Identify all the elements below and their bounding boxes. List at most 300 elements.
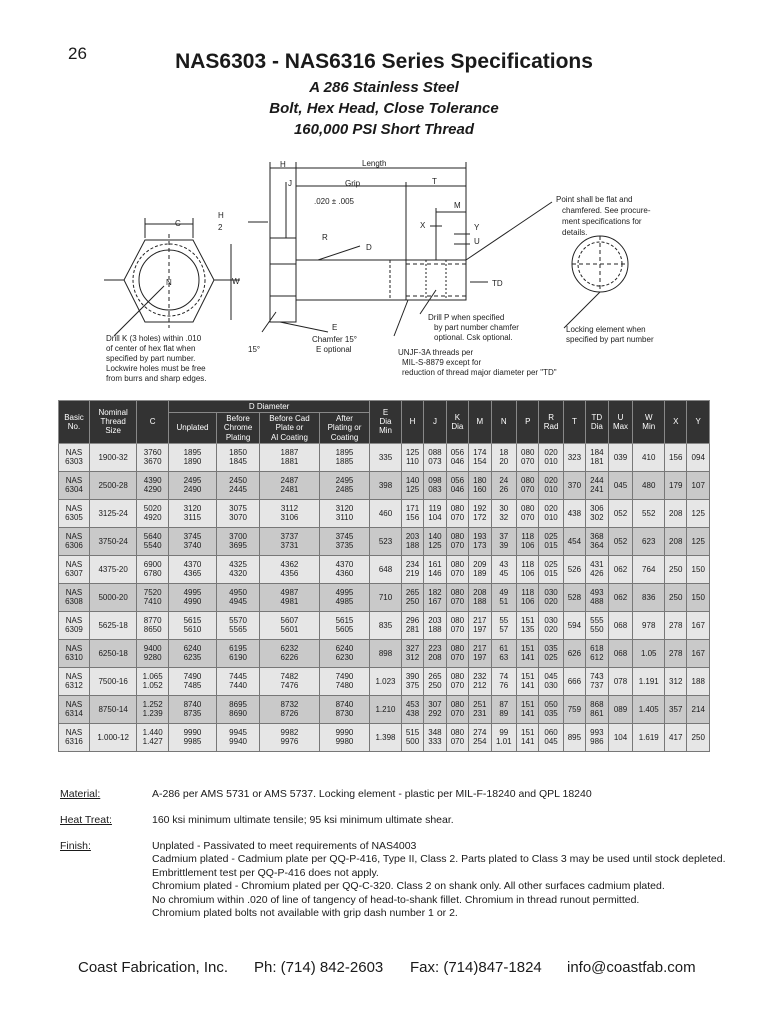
specifications-table bbox=[58, 400, 710, 752]
cell-value: 4987 bbox=[280, 588, 299, 598]
cell-value: 078 bbox=[613, 676, 628, 686]
cell-value: 4995 bbox=[335, 588, 354, 598]
table-cell bbox=[539, 527, 563, 555]
cell-value: NAS bbox=[65, 616, 83, 626]
table-cell bbox=[687, 667, 710, 695]
table-cell bbox=[370, 499, 402, 527]
cell-value: 9280 bbox=[143, 653, 162, 663]
cell-value: 174 bbox=[473, 448, 487, 458]
col-y: Y bbox=[687, 401, 710, 444]
table-cell bbox=[319, 499, 369, 527]
note-drillp-3: optional. Csk optional. bbox=[434, 333, 513, 342]
table-cell bbox=[517, 499, 539, 527]
table-cell bbox=[446, 723, 468, 751]
cell-value: 070 bbox=[450, 625, 465, 635]
finish-line: Chromium plated bolts not available with grip dash number 1 or 2. bbox=[152, 907, 458, 920]
cell-value: 4356 bbox=[280, 569, 299, 579]
subtitle-type: Bolt, Hex Head, Close Tolerance bbox=[269, 100, 499, 117]
cell-value: 737 bbox=[590, 681, 604, 691]
note-point-4: details. bbox=[562, 228, 588, 237]
cell-value: NAS bbox=[65, 476, 83, 486]
cell-value: 57 bbox=[499, 625, 509, 635]
cell-value: 5565 bbox=[229, 625, 247, 635]
cell-value: 4370 bbox=[335, 560, 354, 570]
table-cell bbox=[424, 555, 446, 583]
cell-value: NAS bbox=[65, 700, 83, 710]
cell-value: 080 bbox=[450, 616, 465, 626]
cell-value: 4990 bbox=[183, 597, 202, 607]
table-cell bbox=[89, 443, 136, 471]
cell-value: 87 bbox=[499, 700, 509, 710]
table-cell bbox=[491, 499, 516, 527]
cell-value: 9990 bbox=[335, 728, 354, 738]
table-cell bbox=[633, 443, 665, 471]
cell-value: 3695 bbox=[229, 541, 247, 551]
table-cell bbox=[517, 695, 539, 723]
table-cell bbox=[217, 527, 260, 555]
cell-value: 035 bbox=[544, 709, 558, 719]
cell-value: 39 bbox=[499, 541, 509, 551]
table-cell bbox=[89, 667, 136, 695]
table-cell bbox=[446, 471, 468, 499]
table-cell bbox=[665, 583, 687, 611]
table-cell bbox=[563, 499, 585, 527]
cell-value: 141 bbox=[521, 681, 535, 691]
table-cell bbox=[491, 639, 516, 667]
col-n: N bbox=[491, 401, 516, 444]
table-cell bbox=[89, 723, 136, 751]
table-cell bbox=[446, 695, 468, 723]
cell-value: 6307 bbox=[65, 569, 83, 579]
cell-value: 062 bbox=[613, 592, 628, 602]
cell-value: 156 bbox=[669, 452, 683, 462]
cell-value: 523 bbox=[378, 536, 393, 546]
cell-value: 3745 bbox=[183, 532, 202, 542]
table-cell bbox=[469, 499, 491, 527]
cell-value: 4390 bbox=[143, 476, 162, 486]
cell-value: 046 bbox=[450, 457, 465, 467]
table-cell bbox=[633, 639, 665, 667]
table-row bbox=[59, 667, 710, 695]
table-cell bbox=[319, 555, 369, 583]
cell-value: 5640 bbox=[143, 532, 162, 542]
table-cell bbox=[687, 443, 710, 471]
table-cell bbox=[608, 527, 633, 555]
cell-value: 1895 bbox=[335, 448, 354, 458]
cell-value: 2487 bbox=[280, 476, 299, 486]
table-cell bbox=[665, 499, 687, 527]
cell-value: 552 bbox=[642, 508, 656, 518]
cell-value: 550 bbox=[590, 625, 604, 635]
cell-value: 250 bbox=[691, 732, 705, 742]
cell-value: 5605 bbox=[335, 625, 354, 635]
dim-length: Length bbox=[362, 159, 387, 168]
cell-value: 1.052 bbox=[142, 681, 163, 691]
table-cell bbox=[446, 639, 468, 667]
cell-value: 208 bbox=[428, 653, 442, 663]
cell-value: 1.023 bbox=[375, 676, 396, 686]
cell-value: 154 bbox=[473, 457, 487, 467]
cell-value: 151 bbox=[521, 644, 535, 654]
cell-value: 453 bbox=[405, 700, 420, 710]
cell-value: 217 bbox=[473, 644, 487, 654]
table-cell bbox=[424, 527, 446, 555]
cell-value: 861 bbox=[590, 709, 604, 719]
cell-value: 2445 bbox=[229, 485, 247, 495]
cell-value: 2450 bbox=[229, 476, 247, 486]
table-cell bbox=[137, 471, 169, 499]
col-j: J bbox=[424, 401, 446, 444]
table-cell bbox=[491, 695, 516, 723]
table-cell bbox=[370, 471, 402, 499]
cell-value: 184 bbox=[590, 448, 604, 458]
cell-value: 4325 bbox=[229, 560, 247, 570]
dim-h2-bottom: 2 bbox=[218, 223, 223, 232]
cell-value: 070 bbox=[450, 737, 465, 747]
table-cell bbox=[401, 443, 423, 471]
cell-value: 3670 bbox=[143, 457, 162, 467]
cell-value: 068 bbox=[613, 620, 628, 630]
cell-value: 710 bbox=[378, 592, 393, 602]
cell-value: NAS bbox=[65, 504, 83, 514]
table-cell bbox=[59, 695, 90, 723]
cell-value: 1887 bbox=[280, 448, 299, 458]
finish-label: Finish: bbox=[60, 840, 91, 852]
table-cell bbox=[89, 611, 136, 639]
col-c: C bbox=[137, 401, 169, 444]
table-cell bbox=[586, 499, 608, 527]
note-unjf-1: UNJF-3A threads per bbox=[398, 348, 474, 357]
table-cell bbox=[633, 667, 665, 695]
cell-value: 080 bbox=[521, 504, 535, 514]
cell-value: 062 bbox=[613, 564, 628, 574]
table-cell bbox=[401, 499, 423, 527]
table-cell bbox=[370, 695, 402, 723]
table-cell bbox=[424, 499, 446, 527]
cell-value: 302 bbox=[590, 513, 604, 523]
table-cell bbox=[517, 667, 539, 695]
table-cell bbox=[217, 667, 260, 695]
table-cell bbox=[608, 639, 633, 667]
cell-value: 3120 bbox=[335, 504, 354, 514]
cell-value: 3112 bbox=[280, 504, 299, 514]
cell-value: 046 bbox=[450, 485, 465, 495]
cell-value: 125 bbox=[691, 536, 705, 546]
col-d-diameter: D Diameter bbox=[168, 401, 369, 413]
table-cell bbox=[168, 527, 216, 555]
company-name: Coast Fabrication, Inc. bbox=[78, 959, 229, 976]
table-cell bbox=[539, 723, 563, 751]
table-cell bbox=[89, 639, 136, 667]
cell-value: 070 bbox=[450, 709, 465, 719]
table-cell bbox=[687, 555, 710, 583]
table-row bbox=[59, 471, 710, 499]
table-cell bbox=[217, 471, 260, 499]
cell-value: 612 bbox=[590, 653, 604, 663]
cell-value: 6304 bbox=[65, 485, 83, 495]
cell-value: 5570 bbox=[229, 616, 247, 626]
cell-value: 052 bbox=[613, 508, 628, 518]
table-cell bbox=[633, 471, 665, 499]
cell-value: 197 bbox=[473, 625, 487, 635]
table-cell bbox=[633, 583, 665, 611]
cell-value: 203 bbox=[428, 616, 442, 626]
table-cell bbox=[401, 555, 423, 583]
cell-value: 292 bbox=[428, 709, 442, 719]
email-link[interactable]: info@coastfab.com bbox=[567, 959, 696, 976]
table-cell bbox=[217, 499, 260, 527]
cell-value: 9940 bbox=[229, 737, 247, 747]
cell-value: 160 bbox=[473, 485, 487, 495]
table-cell bbox=[89, 695, 136, 723]
table-cell bbox=[319, 611, 369, 639]
table-cell bbox=[539, 471, 563, 499]
col-e: E Dia Min bbox=[370, 401, 402, 444]
cell-value: 179 bbox=[669, 480, 683, 490]
table-cell bbox=[260, 583, 320, 611]
dim-x: X bbox=[420, 221, 426, 230]
cell-value: 43 bbox=[499, 560, 509, 570]
cell-value: 417 bbox=[669, 732, 683, 742]
cell-value: 3731 bbox=[280, 541, 299, 551]
cell-value: 025 bbox=[544, 653, 558, 663]
cell-value: 4360 bbox=[335, 569, 354, 579]
cell-value: 4290 bbox=[143, 485, 162, 495]
table-cell bbox=[137, 527, 169, 555]
table-cell bbox=[59, 555, 90, 583]
bolt-shank bbox=[296, 260, 466, 300]
cell-value: 180 bbox=[473, 476, 487, 486]
cell-value: 454 bbox=[567, 536, 582, 546]
cell-value: 835 bbox=[378, 620, 393, 630]
table-cell bbox=[469, 471, 491, 499]
table-cell bbox=[168, 555, 216, 583]
cell-value: 364 bbox=[590, 541, 604, 551]
cell-value: 6310 bbox=[65, 653, 83, 663]
cell-value: 6235 bbox=[183, 653, 202, 663]
table-cell bbox=[59, 723, 90, 751]
cell-value: 1.427 bbox=[142, 737, 163, 747]
cell-value: 368 bbox=[590, 532, 604, 542]
cell-value: 8650 bbox=[143, 625, 162, 635]
cell-value: 219 bbox=[405, 569, 420, 579]
cell-value: 6309 bbox=[65, 625, 83, 635]
cell-value: 110 bbox=[406, 457, 419, 467]
cell-value: 020 bbox=[544, 504, 558, 514]
table-cell bbox=[665, 611, 687, 639]
notes-section bbox=[60, 788, 740, 930]
col-h: H bbox=[401, 401, 423, 444]
note-unjf-2: MIL-S-8879 except for bbox=[402, 358, 482, 367]
cell-value: 151 bbox=[521, 700, 535, 710]
table-cell bbox=[491, 583, 516, 611]
table-cell bbox=[517, 527, 539, 555]
table-cell bbox=[687, 527, 710, 555]
cell-value: 9976 bbox=[280, 737, 299, 747]
table-cell bbox=[319, 667, 369, 695]
table-cell bbox=[539, 499, 563, 527]
table-cell bbox=[168, 611, 216, 639]
table-cell bbox=[563, 695, 585, 723]
cell-value: 594 bbox=[567, 620, 582, 630]
col-thread-size: Nominal Thread Size bbox=[89, 401, 136, 444]
table-cell bbox=[137, 695, 169, 723]
cell-value: 118 bbox=[521, 560, 535, 570]
cell-value: 8770 bbox=[143, 616, 162, 626]
cell-value: 8740 bbox=[183, 700, 202, 710]
table-cell bbox=[260, 611, 320, 639]
cell-value: 2495 bbox=[183, 476, 202, 486]
cell-value: 010 bbox=[544, 457, 558, 467]
cell-value: 410 bbox=[642, 452, 656, 462]
table-cell bbox=[586, 695, 608, 723]
cell-value: 5000-20 bbox=[98, 592, 128, 602]
cell-value: 74 bbox=[499, 672, 509, 682]
table-row bbox=[59, 723, 710, 751]
cell-value: 254 bbox=[473, 737, 487, 747]
cell-value: 5625-18 bbox=[98, 620, 128, 630]
cell-value: 526 bbox=[567, 564, 582, 574]
cell-value: 398 bbox=[378, 480, 393, 490]
table-cell bbox=[401, 583, 423, 611]
table-cell bbox=[539, 639, 563, 667]
cell-value: 7500-16 bbox=[98, 676, 128, 686]
table-cell bbox=[633, 499, 665, 527]
cell-value: 015 bbox=[544, 569, 558, 579]
cell-value: 161 bbox=[428, 560, 442, 570]
table-cell bbox=[401, 471, 423, 499]
cell-value: 438 bbox=[567, 508, 582, 518]
table-cell bbox=[608, 695, 633, 723]
dim-c: C bbox=[175, 219, 181, 228]
cell-value: 4985 bbox=[335, 597, 354, 607]
cell-value: 045 bbox=[544, 672, 558, 682]
cell-value: 1885 bbox=[335, 457, 354, 467]
cell-value: 4375-20 bbox=[98, 564, 128, 574]
cell-value: 8726 bbox=[280, 709, 299, 719]
col-before-chrome: Before Chrome Plating bbox=[217, 413, 260, 444]
cell-value: 51 bbox=[499, 597, 509, 607]
table-cell bbox=[469, 443, 491, 471]
table-cell bbox=[633, 723, 665, 751]
cell-value: 8732 bbox=[280, 700, 299, 710]
table-cell bbox=[59, 499, 90, 527]
cell-value: 648 bbox=[378, 564, 393, 574]
cell-value: 6780 bbox=[143, 569, 162, 579]
cell-value: 63 bbox=[499, 653, 509, 663]
subtitle-material: A 286 Stainless Steel bbox=[309, 79, 459, 96]
table-cell bbox=[89, 583, 136, 611]
cell-value: 070 bbox=[450, 569, 465, 579]
cell-value: 070 bbox=[450, 541, 465, 551]
cell-value: 8740 bbox=[335, 700, 354, 710]
cell-value: 208 bbox=[669, 536, 683, 546]
material-text: A-286 per AMS 5731 or AMS 5737. Locking element - plastic per MIL-F-18240 and QPL 18240 bbox=[152, 788, 592, 800]
table-cell bbox=[217, 583, 260, 611]
table-cell bbox=[168, 499, 216, 527]
cell-value: 020 bbox=[544, 476, 558, 486]
note-point-2: chamfered. See procure- bbox=[562, 206, 651, 215]
cell-value: 197 bbox=[473, 653, 487, 663]
table-cell bbox=[424, 443, 446, 471]
cell-value: 088 bbox=[428, 448, 442, 458]
cell-value: 030 bbox=[544, 588, 558, 598]
subtitle-strength: 160,000 PSI Short Thread bbox=[293, 121, 475, 138]
cell-value: 223 bbox=[428, 644, 442, 654]
table-row bbox=[59, 583, 710, 611]
col-td: TD Dia bbox=[586, 401, 608, 444]
table-cell bbox=[217, 555, 260, 583]
cell-value: 4950 bbox=[229, 588, 247, 598]
table-cell bbox=[137, 723, 169, 751]
cell-value: 193 bbox=[473, 532, 487, 542]
cell-value: 7485 bbox=[183, 681, 202, 691]
cell-value: 080 bbox=[450, 728, 465, 738]
table-cell bbox=[633, 611, 665, 639]
table-cell bbox=[539, 667, 563, 695]
cell-value: 089 bbox=[613, 704, 628, 714]
table-row bbox=[59, 611, 710, 639]
cell-value: 010 bbox=[544, 513, 558, 523]
cell-value: 1890 bbox=[183, 457, 202, 467]
cell-value: 4320 bbox=[229, 569, 247, 579]
table-cell bbox=[491, 527, 516, 555]
cell-value: 6250-18 bbox=[98, 648, 128, 658]
table-cell bbox=[401, 723, 423, 751]
cell-value: 6190 bbox=[229, 653, 247, 663]
table-cell bbox=[89, 499, 136, 527]
dim-h2-top: H bbox=[218, 211, 224, 220]
dim-u: U bbox=[474, 237, 480, 246]
cell-value: 6240 bbox=[183, 644, 202, 654]
cell-value: 107 bbox=[691, 480, 705, 490]
fax-number: Fax: (714)847-1824 bbox=[410, 959, 542, 976]
table-cell bbox=[59, 667, 90, 695]
cell-value: 6305 bbox=[65, 513, 83, 523]
cell-value: 098 bbox=[428, 476, 442, 486]
table-cell bbox=[469, 639, 491, 667]
cell-value: 528 bbox=[567, 592, 582, 602]
note-drillk-2: of center of hex flat when bbox=[106, 344, 196, 353]
cell-value: 073 bbox=[428, 457, 442, 467]
dim-y: Y bbox=[474, 223, 480, 232]
cell-value: 080 bbox=[450, 672, 465, 682]
cell-value: 2495 bbox=[335, 476, 354, 486]
table-cell bbox=[370, 611, 402, 639]
table-cell bbox=[137, 611, 169, 639]
table-cell bbox=[665, 639, 687, 667]
table-cell bbox=[563, 611, 585, 639]
cell-value: 426 bbox=[590, 569, 604, 579]
table-cell bbox=[517, 639, 539, 667]
table-cell bbox=[539, 695, 563, 723]
table-cell bbox=[168, 695, 216, 723]
cell-value: 1.239 bbox=[142, 709, 163, 719]
col-basic-no: Basic No. bbox=[59, 401, 90, 444]
table-cell bbox=[446, 527, 468, 555]
table-cell bbox=[59, 639, 90, 667]
table-cell bbox=[59, 471, 90, 499]
table-cell bbox=[491, 723, 516, 751]
table-cell bbox=[539, 555, 563, 583]
cell-value: 125 bbox=[405, 485, 420, 495]
note-drillk-1: Drill K (3 holes) within .010 bbox=[106, 334, 202, 343]
table-cell bbox=[260, 667, 320, 695]
cell-value: 1.405 bbox=[638, 704, 659, 714]
table-cell bbox=[687, 471, 710, 499]
table-cell bbox=[608, 583, 633, 611]
table-cell bbox=[469, 555, 491, 583]
